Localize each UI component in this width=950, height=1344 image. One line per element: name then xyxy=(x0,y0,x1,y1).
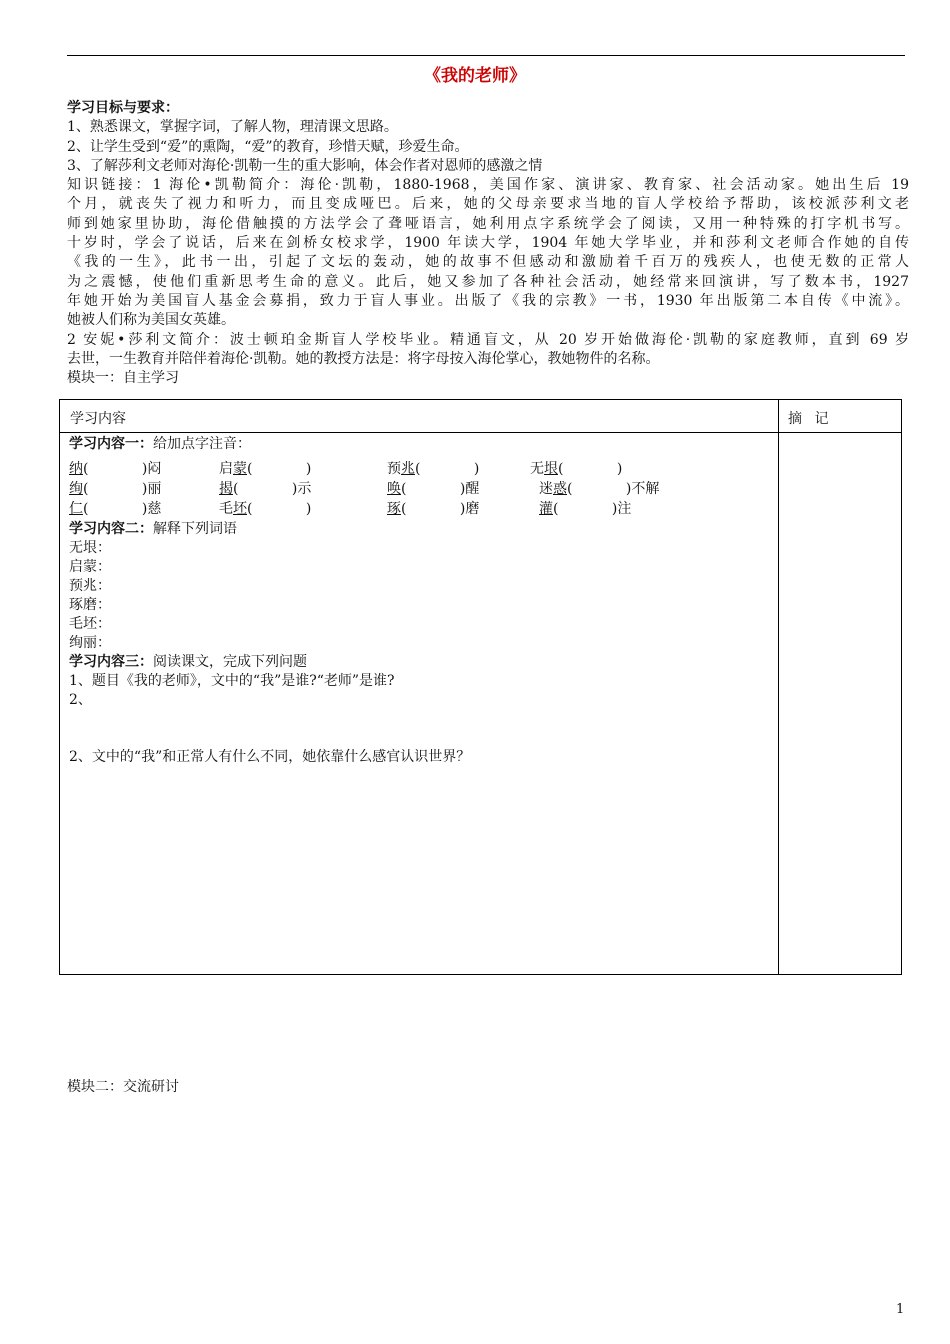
knowledge-line: 她被人们称为美国女英雄。 xyxy=(67,312,235,329)
pinyin-item[interactable]: 纳( )闷 xyxy=(69,461,162,477)
knowledge-line: 2 安妮•莎利文简介：波士顿珀金斯盲人学校毕业。精通盲文，从 20 岁开始做海伦·凯勒的家庭教师，直到 69 岁 xyxy=(67,331,909,348)
pinyin-exercise xyxy=(69,460,769,520)
term-item: 琢磨： xyxy=(69,597,111,613)
section2-text: 解释下列词语 xyxy=(153,521,237,537)
objective-item: 1、熟悉课文，掌握字词，了解人物，理清课文思路。 xyxy=(67,119,398,136)
pinyin-item[interactable]: 灌( )注 xyxy=(539,501,632,517)
term-item: 预兆： xyxy=(69,578,111,594)
objective-item: 2、让学生受到“爱”的熏陶，“爱”的教育，珍惜天赋，珍爱生命。 xyxy=(67,138,469,155)
knowledge-line: 个月，就丧失了视力和听力，而且变成哑巴。后来，她的父母亲要求当地的盲人学校给予帮助，该校派莎利文老 xyxy=(67,196,909,213)
page-number: 1 xyxy=(896,1302,905,1317)
pinyin-item[interactable]: 绚( )丽 xyxy=(69,481,162,497)
row-divider xyxy=(60,432,901,433)
question-1-answer: 2、 xyxy=(69,692,92,708)
knowledge-line: 知识链接：1 海伦•凯勒简介：海伦·凯勒，1880-1968，美国作家、演讲家、教育家、社会活动家。她出生后 19 xyxy=(67,177,909,194)
pinyin-item[interactable]: 启蒙( ) xyxy=(219,461,312,477)
term-item: 绚丽： xyxy=(69,635,111,651)
pinyin-item[interactable]: 琢( )磨 xyxy=(387,501,480,517)
header-study-content: 学习内容 xyxy=(70,411,126,427)
pinyin-item[interactable]: 唤( )醒 xyxy=(387,481,480,497)
knowledge-line: 《我的一生》，此书一出，引起了文坛的轰动，她的故事不但感动和激励着千百万的残疾人，也使无数的正常人 xyxy=(67,254,909,271)
term-item: 毛坯： xyxy=(69,616,111,632)
section2-label: 学习内容二： xyxy=(69,521,153,537)
section3-text: 阅读课文，完成下列问题 xyxy=(153,654,307,670)
top-rule xyxy=(67,55,905,56)
pinyin-item[interactable]: 迷惑( )不解 xyxy=(539,481,660,497)
section1-label: 学习内容一： xyxy=(69,436,153,452)
question-2: 2、文中的“我”和正常人有什么不同，她依靠什么感官认识世界？ xyxy=(69,749,471,765)
term-item: 无垠： xyxy=(69,540,111,556)
pinyin-item[interactable]: 仁( )慈 xyxy=(69,501,162,517)
knowledge-line: 师到她家里协助，海伦借触摸的方法学会了聋哑语言，她利用点字系统学会了阅读，又用一种特殊的打字机书写。 xyxy=(67,215,909,232)
study-content xyxy=(69,435,769,767)
pinyin-item[interactable]: 无垠( ) xyxy=(530,461,623,477)
question-1: 1、题目《我的老师》，文中的“我”是谁?“老师”是谁? xyxy=(69,673,395,689)
module2-heading: 模块二：交流研讨 xyxy=(67,1079,179,1095)
section1-text: 给加点字注音： xyxy=(153,436,251,452)
pinyin-item[interactable]: 毛坯( ) xyxy=(219,501,312,517)
column-divider xyxy=(778,400,779,974)
objective-item: 3、了解莎利文老师对海伦·凯勒一生的重大影响，体会作者对恩师的感激之情 xyxy=(67,157,543,174)
knowledge-line: 为之震憾，使他们重新思考生命的意义。此后，她又参加了各种社会活动，她经常来回演讲，写了数本书，1927 xyxy=(67,273,909,290)
knowledge-line: 去世，一生教育并陪伴着海伦·凯勒。她的教授方法是：将字母按入海伦掌心，教她物件的名称。 xyxy=(67,350,660,367)
term-item: 启蒙： xyxy=(69,559,111,575)
intro-section xyxy=(67,99,909,388)
knowledge-line: 十岁时，学会了说话，后来在剑桥女校求学，1900 年读大学，1904 年她大学毕业，并和莎利文老师合作她的自传 xyxy=(67,235,909,252)
pinyin-item[interactable]: 预兆( ) xyxy=(387,461,480,477)
module1-heading: 模块一：自主学习 xyxy=(67,370,179,387)
header-notes: 摘 记 xyxy=(788,411,833,427)
page-title: 《我的老师》 xyxy=(424,66,526,86)
pinyin-item[interactable]: 揭( )示 xyxy=(219,481,312,497)
section3-label: 学习内容三： xyxy=(69,654,153,670)
objectives-heading: 学习目标与要求： xyxy=(67,100,179,116)
study-table xyxy=(59,399,902,975)
knowledge-line: 年她开始为美国盲人基金会募捐，致力于盲人事业。出版了《我的宗教》一书，1930 年出版第二本自传《中流》。 xyxy=(67,292,909,309)
